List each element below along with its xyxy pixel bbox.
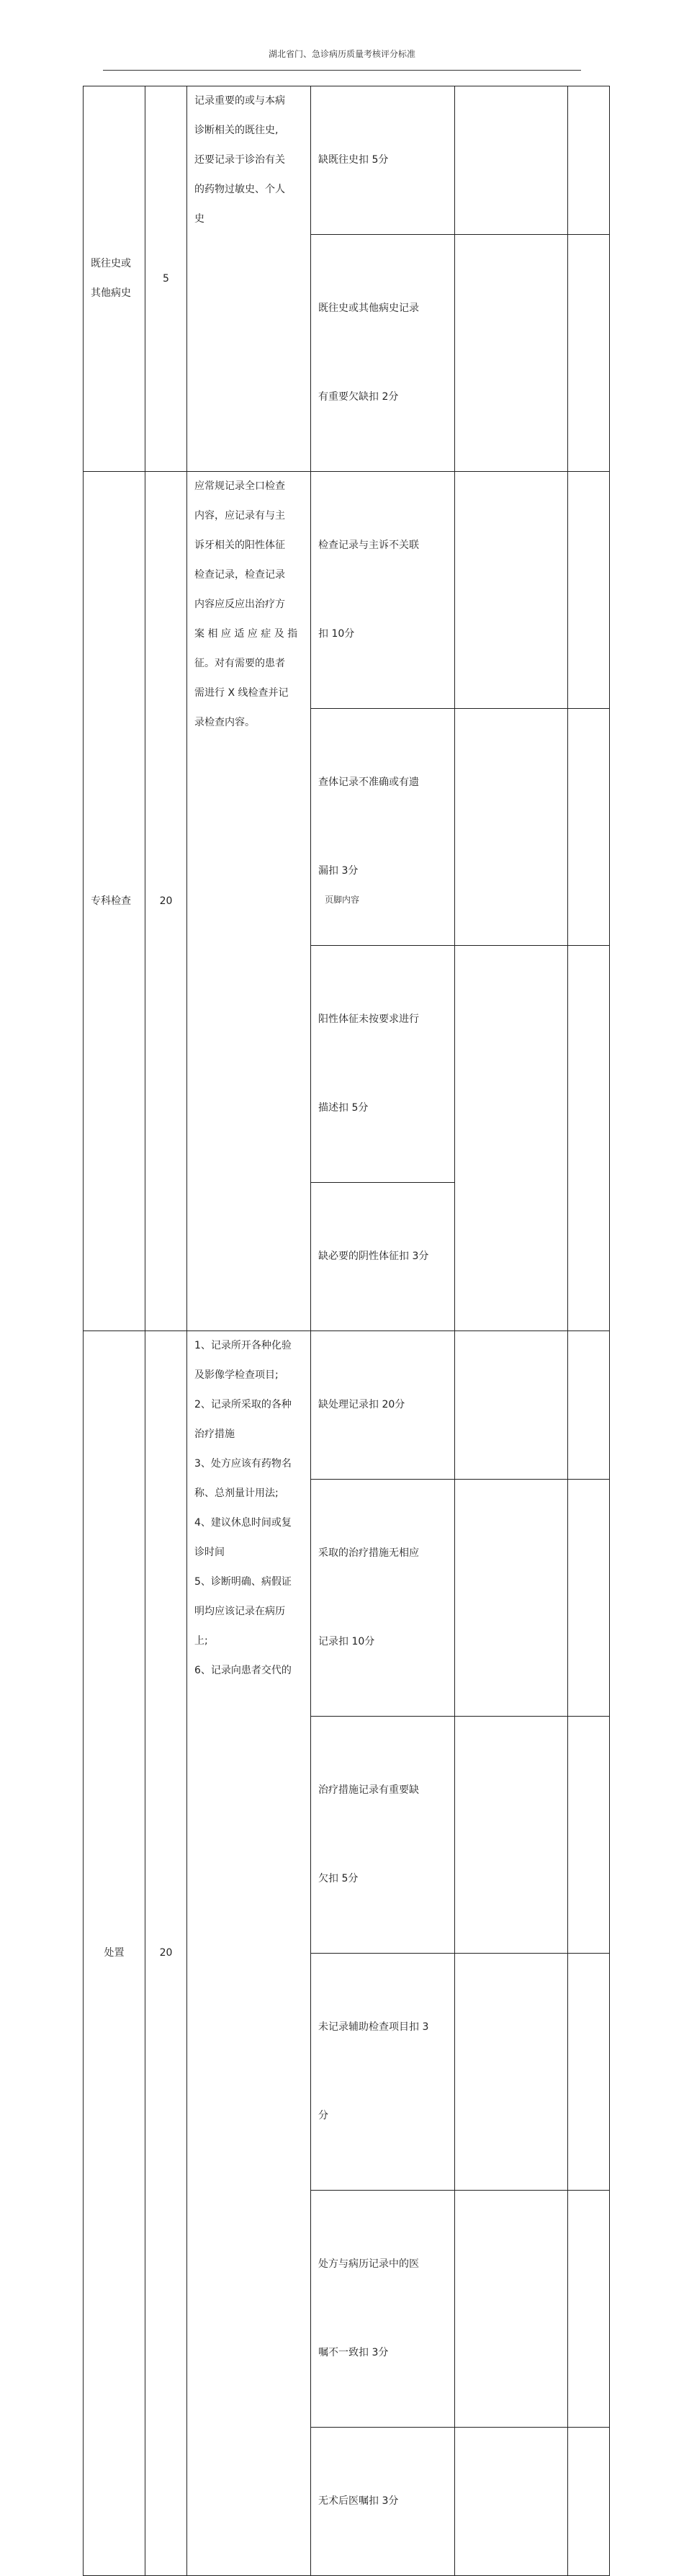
- requirement-line: 应常规记录全口检查: [194, 480, 285, 492]
- requirement-line: 治疗措施: [194, 1428, 235, 1440]
- score-cell: 20: [145, 472, 187, 1331]
- item-name-cell: [84, 86, 145, 472]
- requirement-line: 还要记录于诊治有关: [194, 154, 285, 166]
- scoring-table: [83, 86, 610, 2576]
- deduction-cell: [311, 2191, 455, 2428]
- deduction-line: 缺既往史扣 5分: [318, 154, 389, 166]
- requirement-line: 检查记录，检查记录: [194, 569, 285, 581]
- requirement-line: 史: [194, 213, 204, 225]
- page-footer: 页脚内容: [324, 895, 359, 905]
- deduction-line: 有重要欠缺扣 2分: [318, 391, 399, 403]
- requirement-line: 上;: [194, 1635, 208, 1647]
- item-name-cell: [84, 1331, 145, 2576]
- remarks-cell: [568, 1717, 610, 1954]
- remarks-cell: [568, 1954, 610, 2191]
- score-cell: 20: [145, 1331, 187, 2576]
- requirement-line: 明均应该记录在病历: [194, 1606, 285, 1617]
- deduction-line: 检查记录与主诉不关联: [318, 540, 419, 551]
- requirement-line: 3、处方应该有药物名: [194, 1458, 292, 1470]
- deduction-line: 缺处理记录扣 20分: [318, 1399, 405, 1410]
- actual-deduction-cell: [455, 1331, 568, 1480]
- deduction-line: 扣 10分: [318, 628, 355, 640]
- score-cell: 5: [145, 86, 187, 472]
- remarks-cell: [568, 1480, 610, 1717]
- remarks-cell: [568, 86, 610, 235]
- requirement-line: 5、诊断明确、病假证: [194, 1576, 292, 1588]
- deduction-line: 阳性体征未按要求进行: [318, 1014, 419, 1025]
- requirement-line: 2、记录所采取的各种: [194, 1399, 292, 1410]
- actual-deduction-cell: [455, 946, 568, 1331]
- requirement-line: 诊断相关的既往史,: [194, 125, 279, 136]
- requirement-cell: [187, 86, 311, 472]
- deduction-line: 嘱不一致扣 3分: [318, 2347, 389, 2358]
- requirement-line: 的药物过敏史、个人: [194, 184, 285, 195]
- requirement-cell: [187, 1331, 311, 2576]
- deduction-line: 查体记录不准确或有遗: [318, 777, 419, 788]
- remarks-cell: [568, 472, 610, 709]
- table-row: [84, 472, 610, 709]
- deduction-cell: [311, 709, 455, 946]
- actual-deduction-cell: [455, 1954, 568, 2191]
- requirement-line: 需进行 X 线检查并记: [194, 687, 289, 699]
- item-name-line: 其他病史: [91, 287, 131, 299]
- requirement-line: 案 相 应 适 应 症 及 指: [194, 628, 298, 640]
- page-header: 湖北省门、急诊病历质量考核评分标准: [268, 49, 415, 59]
- deduction-line: 缺必要的阴性体征扣 3分: [318, 1251, 429, 1262]
- requirement-line: 称、总剂量计用法;: [194, 1488, 279, 1499]
- deduction-cell: [311, 472, 455, 709]
- requirement-line: 1、记录所开各种化验: [194, 1340, 292, 1351]
- item-name-line: 既往史或: [91, 258, 131, 269]
- requirement-line: 内容应反应出治疗方: [194, 599, 285, 610]
- deduction-line: 分: [318, 2110, 328, 2121]
- actual-deduction-cell: [455, 2428, 568, 2576]
- requirement-line: 6、记录向患者交代的: [194, 1665, 292, 1676]
- requirement-line: 及影像学检查项目;: [194, 1369, 279, 1381]
- deduction-line: 采取的治疗措施无相应: [318, 1547, 419, 1559]
- requirement-line: 4、建议休息时间或复: [194, 1517, 292, 1529]
- item-name-line: 处置: [104, 1947, 125, 1959]
- actual-deduction-cell: [455, 1717, 568, 1954]
- actual-deduction-cell: [455, 472, 568, 709]
- table-row: [84, 1331, 610, 1480]
- deduction-line: 无术后医嘱扣 3分: [318, 2495, 399, 2507]
- requirement-line: 内容，应记录有与主: [194, 510, 285, 522]
- table-row: [84, 86, 610, 235]
- remarks-cell: [568, 2191, 610, 2428]
- actual-deduction-cell: [455, 709, 568, 946]
- deduction-line: 未记录辅助检查项目扣 3: [318, 2021, 429, 2033]
- deduction-line: 欠扣 5分: [318, 1873, 359, 1884]
- actual-deduction-cell: [455, 2191, 568, 2428]
- deduction-cell: [311, 1183, 455, 1331]
- actual-deduction-cell: [455, 1480, 568, 1717]
- requirement-line: 录检查内容。: [194, 717, 255, 728]
- deduction-cell: [311, 946, 455, 1183]
- remarks-cell: [568, 946, 610, 1331]
- remarks-cell: [568, 1331, 610, 1480]
- deduction-line: 漏扣 3分: [318, 865, 359, 877]
- requirement-line: 征。对有需要的患者: [194, 658, 285, 669]
- requirement-line: 诊时间: [194, 1547, 225, 1558]
- item-name-line: 专科检查: [91, 895, 131, 907]
- deduction-cell: [311, 1954, 455, 2191]
- deduction-line: 处方与病历记录中的医: [318, 2258, 419, 2270]
- deduction-cell: [311, 86, 455, 235]
- deduction-line: 既往史或其他病史记录: [318, 303, 419, 314]
- deduction-cell: [311, 2428, 455, 2576]
- remarks-cell: [568, 235, 610, 472]
- requirement-line: 诉牙相关的阳性体征: [194, 540, 285, 551]
- deduction-cell: [311, 235, 455, 472]
- remarks-cell: [568, 2428, 610, 2576]
- deduction-cell: [311, 1331, 455, 1480]
- deduction-line: 记录扣 10分: [318, 1636, 375, 1647]
- remarks-cell: [568, 709, 610, 946]
- header-divider: [103, 70, 581, 71]
- deduction-line: 描述扣 5分: [318, 1102, 369, 1114]
- requirement-line: 记录重要的或与本病: [194, 95, 285, 107]
- deduction-line: 治疗措施记录有重要缺: [318, 1784, 419, 1796]
- actual-deduction-cell: [455, 235, 568, 472]
- actual-deduction-cell: [455, 86, 568, 235]
- deduction-cell: [311, 1717, 455, 1954]
- deduction-cell: [311, 1480, 455, 1717]
